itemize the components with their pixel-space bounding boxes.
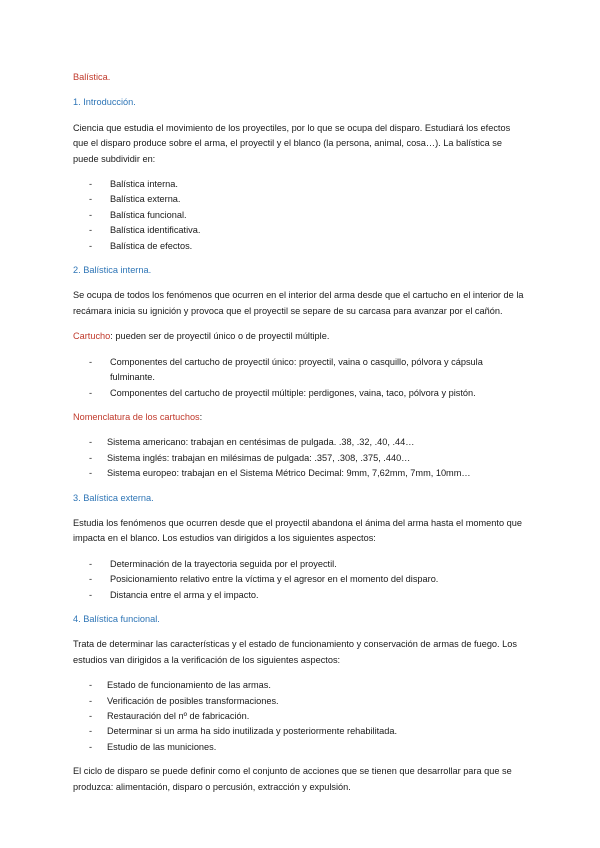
section-heading-interna: 2. Balística interna. <box>73 265 152 276</box>
interna-paragraph: Se ocupa de todos los fenómenos que ocurren en el interior del arma desde que el cartucho en el interior de la recámara inicia su ignición y provoca que el proyectil se separe de su carcasa para avanzar por el cañón. <box>73 290 524 316</box>
intro-paragraph: Ciencia que estudia el movimiento de los proyectiles, por lo que se ocupa del disparo. Estudiará los efectos que el disparo produce sobre el arma, el proyectil y el blanco (la persona, animal, cosa…). La balística se puede subdividir en: <box>73 122 511 164</box>
section-heading-externa: 3. Balística externa. <box>73 492 154 503</box>
nomenclatura-list <box>73 435 528 481</box>
document-title: Balística. <box>73 72 111 82</box>
list-item: - Balística interna. <box>73 177 528 192</box>
cartucho-line <box>73 329 528 344</box>
funcional-paragraph: Trata de determinar las características y el estado de funcionamiento y conservación de armas de fuego. Los estudios van dirigidos a la verificación de los siguientes aspectos: <box>73 639 517 665</box>
list-item: - Verificación de posibles transformaciones. <box>73 694 528 709</box>
list-item: - Componentes del cartucho de proyectil único: proyectil, vaina o casquillo, pólvora y cápsula fulminante. <box>73 355 528 386</box>
list-item: - Determinación de la trayectoria seguida por el proyectil. <box>73 557 528 572</box>
closing-paragraph: El ciclo de disparo se puede definir como el conjunto de acciones que se tienen que desarrollar para que se produzca: alimentación, disparo o percusión, extracción y expulsión. <box>73 766 512 792</box>
list-item: - Restauración del nº de fabricación. <box>73 709 528 724</box>
list-item: - Balística externa. <box>73 192 528 207</box>
list-item: - Balística de efectos. <box>73 239 528 254</box>
list-item: - Balística funcional. <box>73 208 528 223</box>
list-item: - Componentes del cartucho de proyectil múltiple: perdigones, vaina, taco, pólvora y pistón. <box>73 386 528 401</box>
nomenclatura-label: Nomenclatura de los cartuchos <box>73 411 200 422</box>
list-item: - Sistema europeo: trabajan en el Sistema Métrico Decimal: 9mm, 7,62mm, 7mm, 10mm… <box>73 466 528 481</box>
list-item: - Distancia entre el arma y el impacto. <box>73 588 528 603</box>
section-heading-intro: 1. Introducción. <box>73 97 136 108</box>
cartucho-text: : pueden ser de proyectil único o de proyectil múltiple. <box>110 331 330 342</box>
list-item: - Sistema inglés: trabajan en milésimas de pulgada: .357, .308, .375, .440… <box>73 451 528 466</box>
list-item: - Posicionamiento relativo entre la víctima y el agresor en el momento del disparo. <box>73 572 528 587</box>
list-item: - Sistema americano: trabajan en centésimas de pulgada. .38, .32, .40, .44… <box>73 435 528 450</box>
nomenclatura-line <box>73 410 528 425</box>
externa-paragraph: Estudia los fenómenos que ocurren desde que el proyectil abandona el ánima del arma hasta el momento que impacta en el blanco. Los estudios van dirigidos a los siguientes aspectos: <box>73 517 522 544</box>
list-item: - Estudio de las municiones. <box>73 740 528 755</box>
intro-list <box>73 177 528 254</box>
externa-list <box>73 557 528 603</box>
section-heading-funcional: 4. Balística funcional. <box>73 613 160 624</box>
cartucho-label: Cartucho <box>73 331 111 342</box>
list-item: - Balística identificativa. <box>73 223 528 238</box>
list-item: - Estado de funcionamiento de las armas. <box>73 678 528 693</box>
funcional-list <box>73 678 528 755</box>
cartucho-list <box>73 355 528 401</box>
list-item: - Determinar si un arma ha sido inutilizada y posteriormente rehabilitada. <box>73 724 528 739</box>
nomenclatura-colon: : <box>199 411 203 422</box>
